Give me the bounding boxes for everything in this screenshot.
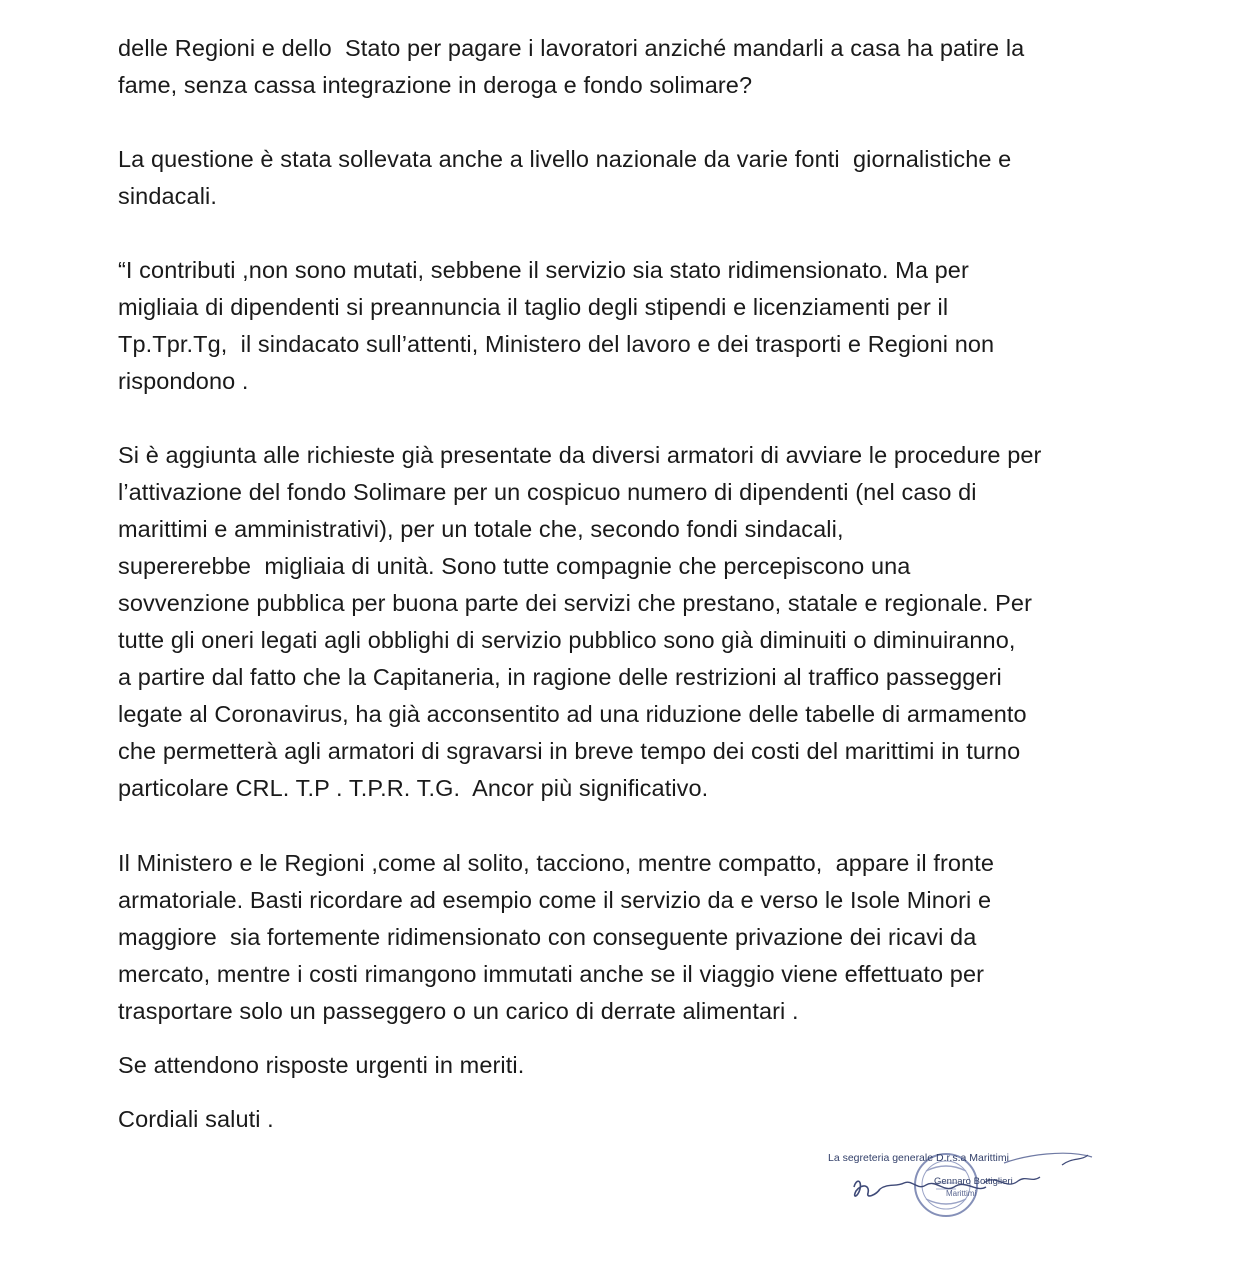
text-line: Cordiali saluti . [118,1106,274,1132]
paragraph-funding-question [118,30,1128,104]
text-line: legate al Coronavirus, ha già acconsentito ad una riduzione delle tabelle di armamento [118,701,1027,727]
text-line: a partire dal fatto che la Capitaneria, in ragione delle restrizioni al traffico passeggeri [118,664,1002,690]
text-line: armatoriale. Basti ricordare ad esempio come il servizio da e verso le Isole Minori e [118,887,992,913]
text-line: mercato, mentre i costi rimangono immutati anche se il viaggio viene effettuato per [118,961,985,987]
text-line: fame, senza cassa integrazione in deroga e fondo solimare? [118,72,753,98]
text-line: Si è aggiunta alle richieste già presentate da diversi armatori di avviare le procedure per [118,442,1042,468]
signatory-role: Marittimi [946,1189,977,1198]
closing-salutation [118,1101,1128,1138]
text-line: particolare CRL. T.P . T.P.R. T.G. Ancor più significativo. [118,775,709,801]
signature-header: La segreteria generale D.r.s.a Marittimi [828,1152,1009,1164]
text-line: maggiore sia fortemente ridimensionato con conseguente privazione dei ricavi da [118,924,977,950]
text-line: l’attivazione del fondo Solimare per un cospicuo numero di dipendenti (nel caso di [118,479,977,505]
signatory-name: Gennaro Bottiglieri [934,1176,1013,1187]
text-line: supererebbe migliaia di unità. Sono tutte compagnie che percepiscono una [118,553,911,579]
text-line: delle Regioni e dello Stato per pagare i lavoratori anziché mandarli a casa ha patire la [118,35,1025,61]
text-line: rispondono . [118,368,249,394]
text-line: trasportare solo un passeggero o un carico di derrate alimentari . [118,998,799,1024]
text-line: che permetterà agli armatori di sgravarsi in breve tempo dei costi del marittimi in turno [118,738,1021,764]
paragraph-national-issue [118,141,1128,215]
paragraph-quote-contributions [118,252,1128,400]
text-line: Se attendono risposte urgenti in meriti. [118,1052,525,1078]
text-line: Tp.Tpr.Tg, il sindacato sull’attenti, Ministero del lavoro e dei trasporti e Regioni non [118,331,995,357]
text-line: migliaia di dipendenti si preannuncia il taglio degli stipendi e licenziamenti per il [118,294,949,320]
paragraph-solimare-requests [118,437,1128,807]
text-line: Il Ministero e le Regioni ,come al solito, tacciono, mentre compatto, appare il fronte [118,850,995,876]
paragraph-ministry-silence [118,845,1128,1030]
text-line: tutte gli oneri legati agli obblighi di servizio pubblico sono già diminuiti o diminuiranno, [118,627,1016,653]
text-line: marittimi e amministrativi), per un totale che, secondo fondi sindacali, [118,516,844,542]
text-line: “I contributi ,non sono mutati, sebbene il servizio sia stato ridimensionato. Ma per [118,257,969,283]
text-line: sindacali. [118,183,217,209]
text-line: La questione è stata sollevata anche a livello nazionale da varie fonti giornalistiche e [118,146,1012,172]
signature-stamp [826,1143,1096,1221]
text-line: sovvenzione pubblica per buona parte dei servizi che prestano, statale e regionale. Per [118,590,1033,616]
paragraph-urgent-response [118,1047,1128,1084]
